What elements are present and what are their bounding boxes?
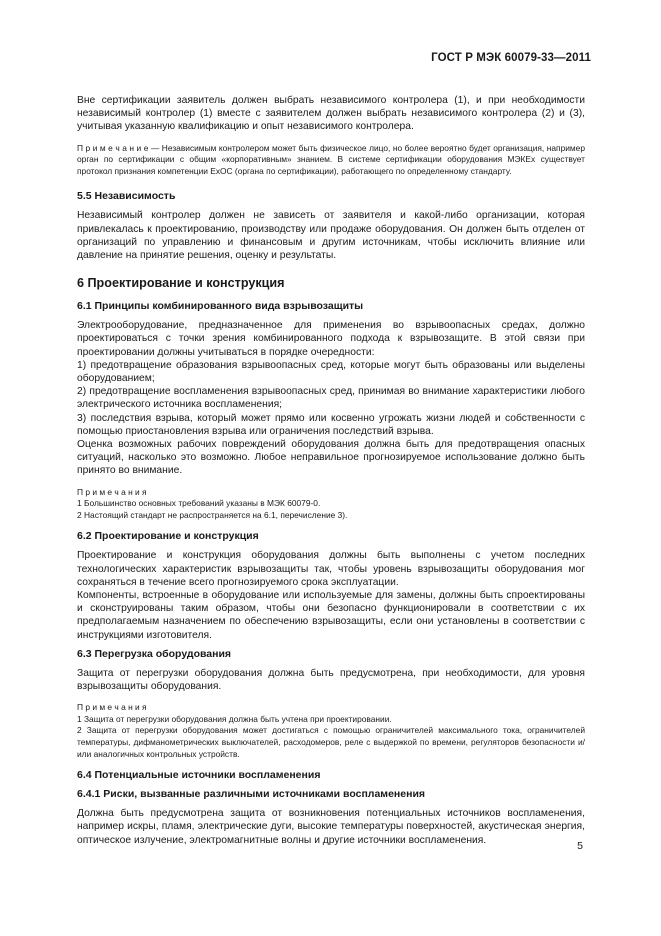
note-6-1-1: 1 Большинство основных требований указаны в МЭК 60079-0. <box>77 498 321 509</box>
list-item-3: 3) последствия взрыва, который может прямо или косвенно угрожать жизни людей и собственности с помощью приостановления взрыва или ограничения последствий взрыва. <box>77 412 585 437</box>
section-heading-6-2: 6.2 Проектирование и конструкция <box>77 530 259 543</box>
note-intro <box>77 143 585 178</box>
paragraph-6-1-intro: Электрооборудование, предназначенное для применения во взрывоопасных средах, должно проектироваться с точки зрения комбинированного подхода к взрывозащите. В этой связи при проектировании должны учитываться в порядке очередности: <box>77 320 585 358</box>
notes-label-6-1: П р и м е ч а н и я <box>77 486 147 497</box>
standard-header: ГОСТ Р МЭК 60079-33—2011 <box>431 52 591 64</box>
paragraph-6-2-2: Компоненты, встроенные в оборудование или используемые для замены, должны быть спроектированы и сконструированы таким образом, чтобы они безопасно функционировали в соответствии с их предполагаемым назначением по обеспечению взрывозащиты, если они установлены в соответствии с инструкциями изготовителя. <box>77 590 585 641</box>
page-number: 5 <box>577 840 583 852</box>
note-label: П р и м е ч а н и е <box>77 142 149 153</box>
list-item-2: 2) предотвращение воспламенения взрывоопасных сред, принимая во внимание характеристики любого электрического источника воспламенения; <box>77 386 585 411</box>
section-heading-6-1: 6.1 Принципы комбинированного вида взрывозащиты <box>77 300 364 313</box>
list-item-1: 1) предотвращение образования взрывоопасных сред, которые могут быть образованы или выделены оборудованием; <box>77 359 585 385</box>
paragraph-6-2-1: Проектирование и конструкция оборудования должны быть выполнены с учетом последних технологических характеристик взрывозащиты так, чтобы уровень взрывозащиты оборудования мог сохраняться в течение всего прогнозируемого срока эксплуатации. <box>77 550 585 588</box>
note-6-3-1: 1 Защита от перегрузки оборудования должна быть учтена при проектировании. <box>77 713 392 724</box>
section-heading-6-4: 6.4 Потенциальные источники воспламенения <box>77 769 321 782</box>
note-6-1-2: 2 Настоящий стандарт не распространяется на 6.1, перечисление 3). <box>77 509 348 520</box>
page-content <box>77 94 585 847</box>
section-heading-6: 6 Проектирование и конструкция <box>77 276 285 291</box>
paragraph-intro: Вне сертификации заявитель должен выбрать независимого контролера (1), и при необходимости независимый контролер (1) вместе с заявителем должен выбрать независимого контролера (2) и (3), учитывая указанную квалификацию и опыт независимого контролера. <box>77 95 585 133</box>
paragraph-6-3: Защита от перегрузки оборудования должна быть предусмотрена, при необходимости, для уровня взрывозащиты оборудования. <box>77 667 585 693</box>
section-heading-6-3: 6.3 Перегрузка оборудования <box>77 647 232 660</box>
section-heading-5-5: 5.5 Независимость <box>77 190 176 203</box>
paragraph-5-5: Независимый контролер должен не зависеть от заявителя и какой-либо организации, которая привлекалась к проектированию, производству или продаже оборудования. Он должен быть отделен от организаций по управлению и финансовым и другим источникам, чтобы исключить влияние или давление на принятие решения, оценку и результаты. <box>77 210 585 261</box>
paragraph-6-1-assessment: Оценка возможных рабочих повреждений оборудования должна быть для предотвращения опасных ситуаций, насколько это возможно. Любое неправильное прогнозируемое использование должно быть принято во внимание. <box>77 439 585 477</box>
notes-label-6-3: П р и м е ч а н и я <box>77 702 147 713</box>
paragraph-6-4-1: Должна быть предусмотрена защита от возникновения потенциальных источников воспламенения, например искры, пламя, электрические дуги, высокие температуры поверхностей, акустическая энергия, оптическое излучение, электромагнитные волны и другие источники воспламенения. <box>77 808 585 846</box>
note-6-3-2: 2 Защита от перегрузки оборудования может достигаться с помощью ограничителей максимального тока, ограничителей температуры, дифманометрических выключателей, расходомеров, реле с выдержкой по времени, регуляторов безопасности и/или аналогичных контрольных устройств. <box>77 725 585 759</box>
section-heading-6-4-1: 6.4.1 Риски, вызванные различными источниками воспламенения <box>77 788 426 801</box>
note-text: — Независимым контролером может быть физическое лицо, но более вероятно будет организация, например орган по сертификации с общим «корпоративным» знанием. В системе сертификации оборудования МЭКEx существует протокол признания компетенции ExOC (органа по сертификации), работающего по определенному стандарту. <box>77 142 585 176</box>
